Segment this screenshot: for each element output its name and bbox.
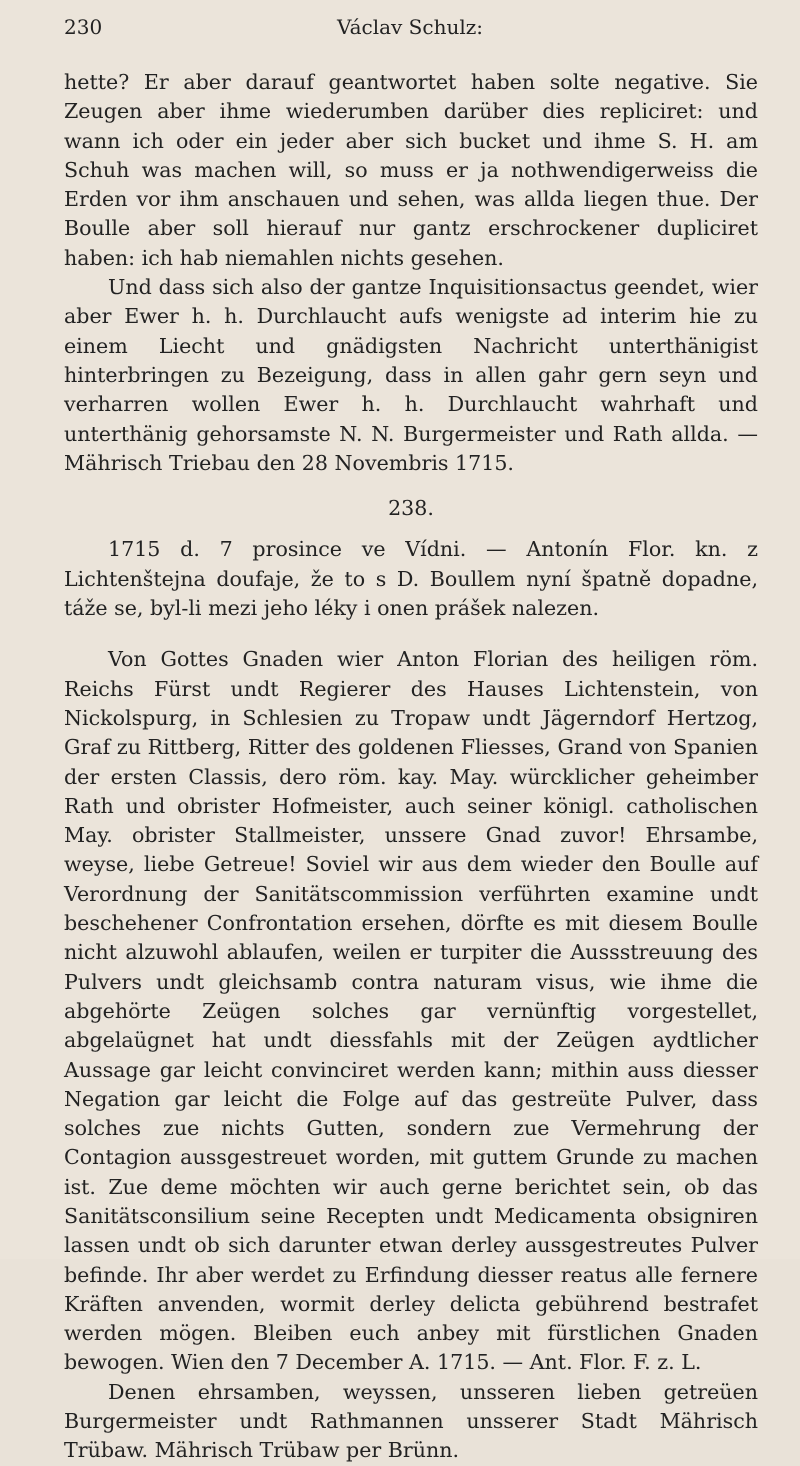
page-header (64, 12, 756, 42)
document-number: 238. (388, 496, 434, 521)
letter-address-paragraph: Denen ehrsamben, weyssen, unsseren lieben getreüen Burgermeister undt Rathmannen unsserer Stadt Mährisch Trübaw. Mährisch Trübaw per Brünn. (64, 1379, 758, 1463)
page-number: 230 (64, 15, 103, 39)
closing-paragraph: Und dass sich also der gantze Inquisitionsactus geendet, wier aber Ewer h. h. Durchlaucht aufs wenigste ad interim hie zu einem Liecht und gnädigsten Nachricht unterthänigist hinterbringen zu Bezeigung, dass in allen gahr gern seyn und verharren wollen Ewer h. h. Durchlaucht wahrhaft und unterthänig gehorsamste N. N. Burgermeister und Rath allda. — Mährisch Triebau den 28 Novembris 1715. (64, 275, 758, 475)
page-body (64, 68, 758, 1466)
continuation-paragraph: hette? Er aber darauf geantwortet haben solte negative. Sie Zeugen aber ihme wiederumben darüber dies repliciret: und wann ich oder ein jeder aber sich bucket und ihme S. H. am Schuh was machen will, so muss er ja nothwendigerweiss die Erden vor ihm anschauen und sehen, was allda liegen thue. Der Boulle aber soll hierauf nur gantz erschrockener dupliciret haben: ich hab niemahlen nichts gesehen. (64, 70, 758, 270)
document-summary: 1715 d. 7 prosince ve Vídni. — Antonín Flor. kn. z Lichtenštejna doufaje, že to s D. Boullem nyní špatně dopadne, táže se, byl-li mezi jeho léky i onen prášek nalezen. (64, 537, 758, 621)
running-head: Václav Schulz: (336, 15, 484, 39)
letter-body-paragraph: Von Gottes Gnaden wier Anton Florian des heiligen röm. Reichs Fürst undt Regierer des Hauses Lichtenstein, von Nickolspurg, in Schlesien zu Tropaw undt Jägerndorf Hertzog, Graf zu Rittberg, Ritter des goldenen Fliesses, Grand von Spanien der ersten Classis, dero röm. kay. May. würcklicher geheimber Rath und obrister Hofmeister, auch seiner königl. catholischen May. obrister Stallmeister, unssere Gnad zuvor! Ehrsambe, weyse, liebe Getreue! Soviel wir aus dem wieder den Boulle auf Verordnung der Sanitätscommission verführten examine undt beschehener Confrontation ersehen, dörfte es mit diesem Boulle nicht alzuwohl ablaufen, weilen er turpiter die Aussstreuung des Pulvers undt gleichsamb contra naturam visus, wie ihme die abgehörte Zeügen solches gar vernünftig vorgestellet, abgelaügnet hat undt diessfahls mit der Zeügen aydtlicher Aussage gar leicht convinciret werden kann; mithin auss diesser Negation gar leicht die Folge auf das gestreüte Pulver, dass solches zue nichts Gutten, sondern zue Vermehrung der Contagion aussgestreuet worden, mit guttem Grunde zu machen ist. Zue deme möchten wir auch gerne berichtet sein, ob das Sanitätsconsilium seine Recepten undt Medicamenta obsigniren lassen undt ob sich darunter etwan derley aussgestreutes Pulver befinde. Ihr aber werdet zu Erfindung diesser reatus alle fernere Kräften anvenden, wormit derley delicta gebührend bestrafet werden mögen. Bleiben euch anbey mit fürstlichen Gnaden bewogen. Wien den 7 December A. 1715. — Ant. Flor. F. z. L. (64, 647, 758, 1375)
